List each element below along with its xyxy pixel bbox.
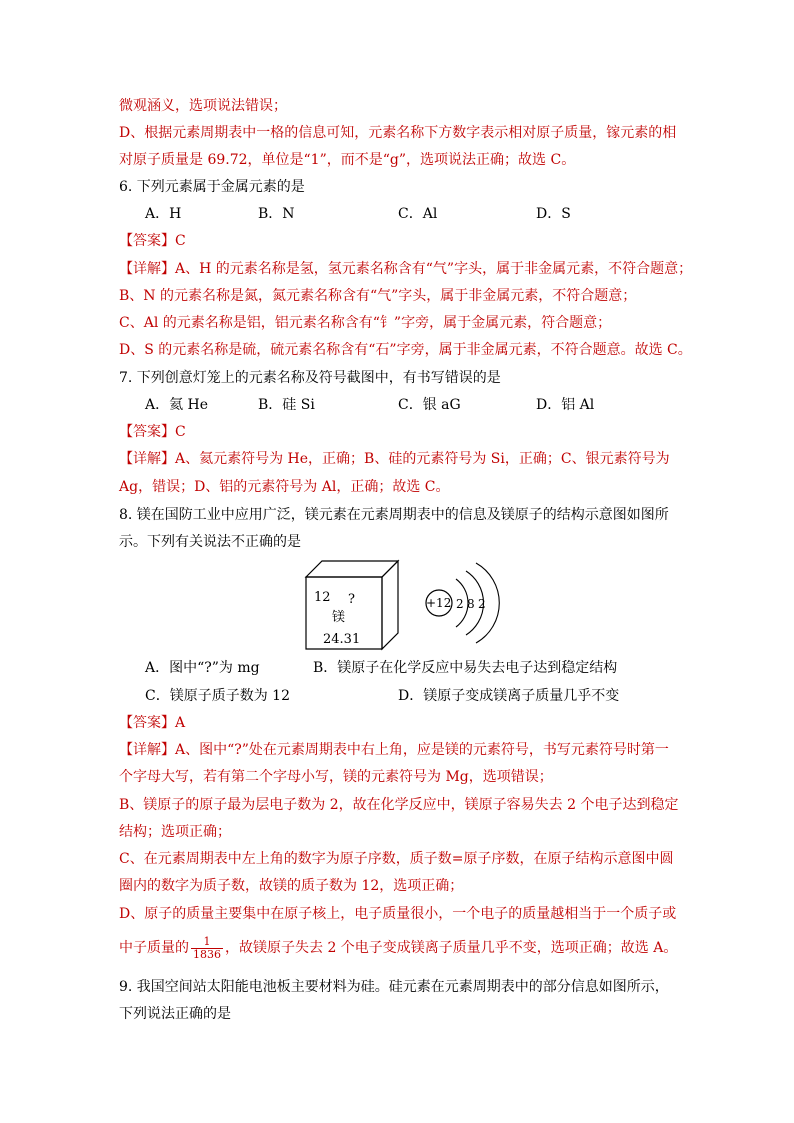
shell-electrons: 8 (467, 597, 475, 611)
question-8: 8. 镁在国防工业中应用广泛，镁元素在元素周期表中的信息及镁原子的结构示意图如图所 (119, 507, 669, 523)
answer-6: 【答案】C (119, 233, 186, 249)
text-line: D、根据元素周期表中一格的信息可知，元素名称下方数字表示相对原子质量，镓元素的相 (119, 125, 677, 141)
atom-structure (426, 563, 499, 643)
explanation-line: D、S 的元素名称是硫，硫元素名称含有“石”字旁，属于非金属元素，不符合题意。故选 C。 (119, 342, 692, 358)
text-line: 对原子质量是 69.72，单位是“1”，而不是“g”，选项说法正确；故选 C。 (119, 152, 576, 168)
text-fragment: 中子质量的 (119, 940, 189, 956)
explanation-line-fraction (119, 934, 679, 962)
answer-8: 【答案】A (119, 715, 186, 731)
q6-option-a: A．H (145, 206, 182, 222)
atomic-number: 12 (314, 590, 331, 605)
q7-option-c: C．银 aG (398, 397, 461, 413)
question-9: 9. 我国空间站太阳能电池板主要材料为硅。硅元素在元素周期表中的部分信息如图所示， (119, 979, 669, 995)
question-6: 6. 下列元素属于金属元素的是 (119, 179, 305, 195)
explanation-line: B、N 的元素名称是氮，氮元素名称含有“气”字头，属于非金属元素，不符合题意； (119, 288, 637, 304)
explanation-line: B、镁原子的原子最为层电子数为 2，故在化学反应中，镁原子容易失去 2 个电子达到稳定 (119, 797, 679, 813)
q6-option-b: B．N (258, 206, 295, 222)
explanation-line: 【详解】A、H 的元素名称是氢，氢元素名称含有“气”字头，属于非金属元素，不符合题意； (119, 261, 693, 277)
explanation-line: C、在元素周期表中左上角的数字为原子序数，质子数=原子序数，在原子结构示意图中圆 (119, 851, 674, 867)
explanation-line: D、原子的质量主要集中在原子核上，电子质量很小，一个电子的质量越相当于一个质子或 (119, 906, 677, 922)
question-8-cont: 示。下列有关说法不正确的是 (119, 534, 301, 550)
question-9-cont: 下列说法正确的是 (119, 1006, 231, 1022)
fraction-numerator: 1 (203, 934, 211, 948)
fraction (191, 936, 223, 961)
explanation-line: 圈内的数字为质子数，故镁的质子数为 12，选项正确； (119, 878, 464, 894)
text-line: 微观涵义，选项说法错误； (119, 98, 287, 114)
question-7: 7. 下列创意灯笼上的元素名称及符号截图中，有书写错误的是 (119, 370, 501, 386)
answer-7: 【答案】C (119, 424, 186, 440)
q7-option-b: B．硅 Si (258, 397, 315, 413)
q8-option-c: C．镁原子质子数为 12 (145, 688, 290, 704)
nucleus-charge: +12 (426, 596, 452, 610)
element-symbol: ? (348, 592, 355, 607)
atomic-mass: 24.31 (323, 632, 361, 647)
explanation-line: Ag，错误；D、铝的元素符号为 Al，正确；故选 C。 (119, 479, 450, 495)
q7-option-a: A．氦 He (145, 397, 209, 413)
fraction-denominator: 1836 (193, 947, 221, 961)
q8-option-b: B．镁原子在化学反应中易失去电子达到稳定结构 (313, 660, 618, 676)
shell-electrons: 2 (456, 597, 464, 611)
explanation-line: C、Al 的元素名称是铝，铝元素名称含有“钅”字旁，属于金属元素，符合题意； (119, 315, 612, 331)
magnesium-figure (296, 557, 506, 652)
q8-option-a: A．图中“?”为 mg (145, 660, 260, 676)
q7-option-d: D．铝 Al (536, 397, 595, 413)
element-name: 镁 (332, 610, 346, 625)
explanation-line: 【详解】A、氦元素符号为 He，正确；B、硅的元素符号为 Si，正确；C、银元素符号为 (119, 451, 670, 467)
q8-option-d: D．镁原子变成镁离子质量几乎不变 (398, 688, 620, 704)
q6-option-d: D．S (536, 206, 571, 222)
explanation-line: 结构；选项正确； (119, 824, 231, 840)
explanation-line: 【详解】A、图中“?”处在元素周期表中右上角，应是镁的元素符号，书写元素符号时第一 (119, 742, 669, 758)
text-fragment: ，故镁原子失去 2 个电子变成镁离子质量几乎不变，选项正确；故选 A。 (225, 940, 678, 956)
explanation-line: 个字母大写，若有第二个字母小写，镁的元素符号为 Mg，选项错误； (119, 769, 553, 785)
q6-option-c: C．Al (398, 206, 438, 222)
shell-electrons: 2 (478, 597, 486, 611)
